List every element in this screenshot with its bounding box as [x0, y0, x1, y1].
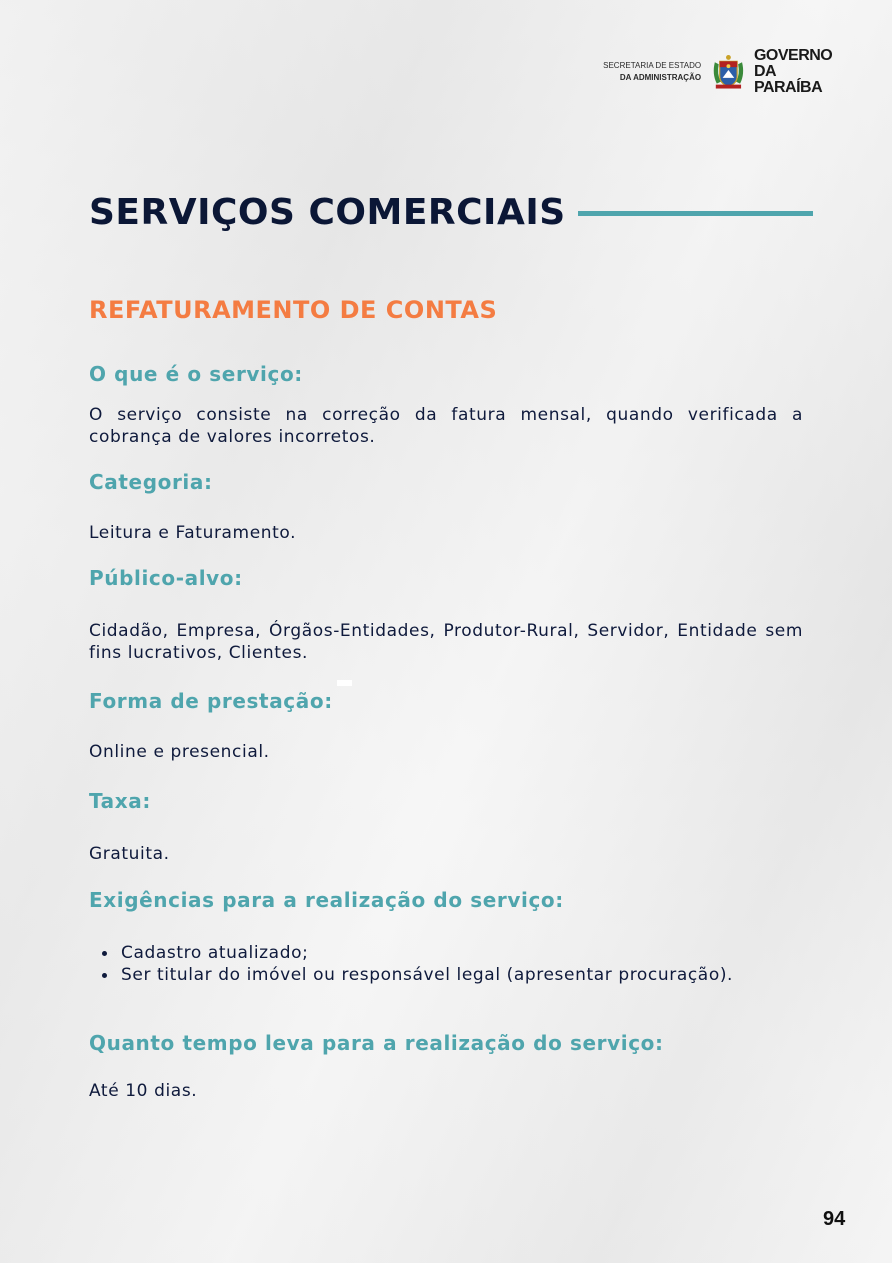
delivery-body: Online e presencial. — [89, 742, 270, 762]
paraiba-coat-of-arms-icon — [709, 52, 748, 92]
duration-body: Até 10 dias. — [89, 1081, 198, 1101]
list-item: Cadastro atualizado; — [89, 942, 803, 964]
page-title: SERVIÇOS COMERCIAIS — [89, 191, 566, 233]
page-title-row — [89, 188, 813, 236]
fee-body: Gratuita. — [89, 844, 170, 864]
governo-line-2: DA PARAÍBA — [753, 63, 823, 96]
header-logo — [600, 47, 845, 96]
category-heading: Categoria: — [89, 470, 213, 494]
what-body: O serviço consiste na correção da fatura mensal, quando verificada a cobrança de valores incorretos. — [89, 405, 803, 447]
requirements-list — [89, 942, 803, 986]
governo-line-1: GOVERNO — [753, 47, 833, 64]
requirements-heading: Exigências para a realização do serviço: — [89, 888, 564, 912]
category-body: Leitura e Faturamento. — [89, 523, 297, 543]
page-number: 94 — [823, 1208, 846, 1230]
delivery-heading: Forma de prestação: — [89, 689, 333, 713]
service-name: REFATURAMENTO DE CONTAS — [89, 296, 498, 324]
whiteout-mark — [337, 680, 352, 686]
fee-heading: Taxa: — [89, 789, 151, 813]
what-heading: O que é o serviço: — [89, 362, 303, 386]
governo-wordmark — [754, 48, 845, 96]
title-rule — [578, 211, 813, 216]
audience-heading: Público-alvo: — [89, 566, 243, 590]
audience-body: Cidadão, Empresa, Órgãos-Entidades, Produtor-Rural, Servidor, Entidade sem fins lucrativos, Clientes. — [89, 621, 803, 663]
secretaria-line-1: SECRETARIA DE ESTADO — [603, 61, 702, 70]
secretaria-label — [600, 60, 701, 84]
list-item: Ser titular do imóvel ou responsável legal (apresentar procuração). — [89, 964, 803, 986]
secretaria-line-2: DA ADMINISTRAÇÃO — [619, 73, 702, 82]
duration-heading: Quanto tempo leva para a realização do serviço: — [89, 1031, 664, 1055]
